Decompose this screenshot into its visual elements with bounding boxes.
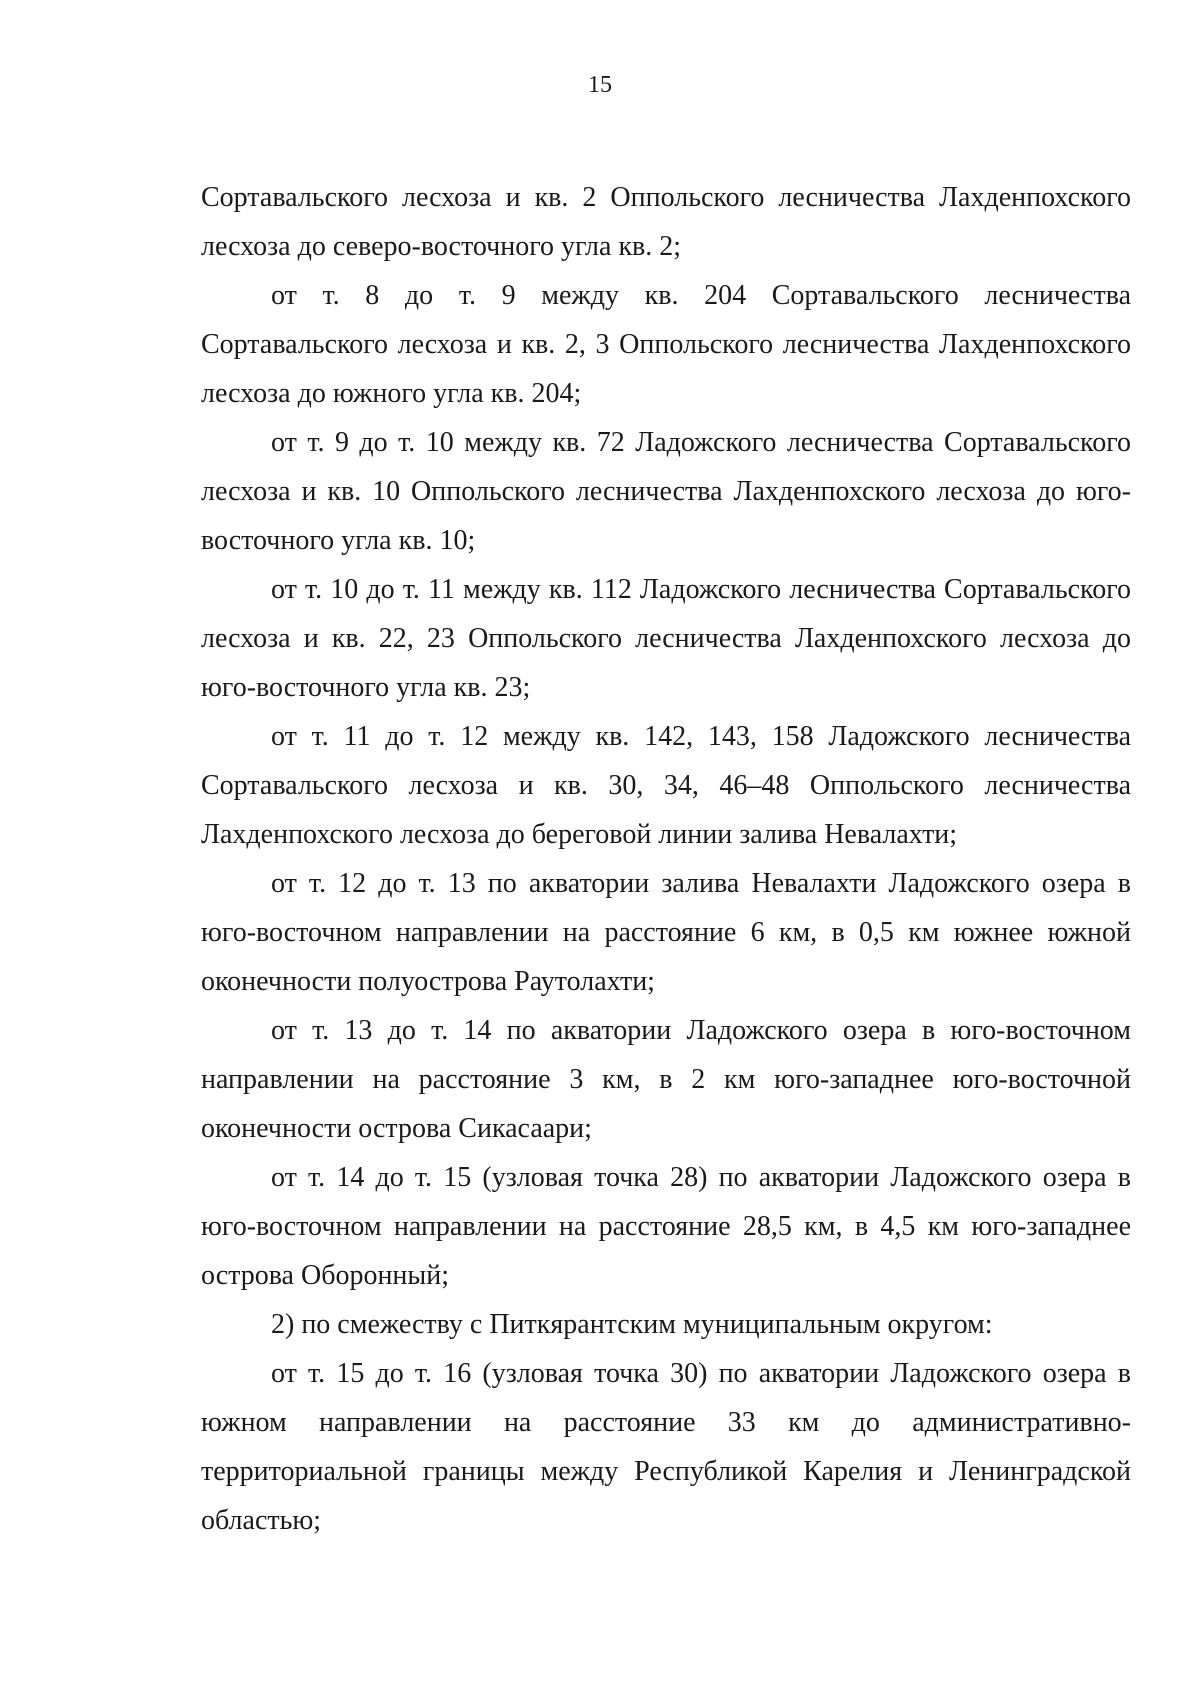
paragraph-segment-11-12: от т. 11 до т. 12 между кв. 142, 143, 158 Ладожского лесничества Сортавальского лесхоза и кв. 30, 34, 46–48 Оппольского лесничества Лахденпохского лесхоза до береговой линии залива Невалахти; xyxy=(201,721,1131,850)
paragraph-segment-9-10: от т. 9 до т. 10 между кв. 72 Ладожского лесничества Сортавальского лесхоза и кв. 10 Оппольского лесничества Лахденпохского лесхоза до юго-восточного угла кв. 10; xyxy=(201,427,1131,556)
paragraph-segment-8-9: от т. 8 до т. 9 между кв. 204 Сортавальского лесничества Сортавальского лесхоза и кв. 2, 3 Оппольского лесничества Лахденпохского лесхоза до южного угла кв. 204; xyxy=(201,280,1131,409)
paragraph-section-heading: 2) по смежеству с Питкярантским муниципальным округом: xyxy=(271,1309,993,1340)
paragraph-continuation: Сортавальского лесхоза и кв. 2 Оппольского лесничества Лахденпохского лесхоза до северо-восточного угла кв. 2; xyxy=(201,182,1131,262)
document-body xyxy=(201,173,1131,1545)
paragraph-segment-12-13: от т. 12 до т. 13 по акватории залива Невалахти Ладожского озера в юго-восточном направлении на расстояние 6 км, в 0,5 км южнее южной оконечности полуострова Раутолахти; xyxy=(201,868,1131,997)
paragraph-segment-13-14: от т. 13 до т. 14 по акватории Ладожского озера в юго-восточном направлении на расстояние 3 км, в 2 км юго-западнее юго-восточной оконечности острова Сикасаари; xyxy=(201,1015,1131,1144)
page-number: 15 xyxy=(588,72,612,98)
paragraph-segment-14-15: от т. 14 до т. 15 (узловая точка 28) по акватории Ладожского озера в юго-восточном направлении на расстояние 28,5 км, в 4,5 км юго-западнее острова Оборонный; xyxy=(201,1162,1131,1291)
paragraph-segment-15-16: от т. 15 до т. 16 (узловая точка 30) по акватории Ладожского озера в южном направлении на расстояние 33 км до административно-территориальной границы между Республикой Карелия и Ленинградской областью; xyxy=(201,1358,1131,1536)
paragraph-segment-10-11: от т. 10 до т. 11 между кв. 112 Ладожского лесничества Сортавальского лесхоза и кв. 22, 23 Оппольского лесничества Лахденпохского лесхоза до юго-восточного угла кв. 23; xyxy=(201,574,1131,703)
